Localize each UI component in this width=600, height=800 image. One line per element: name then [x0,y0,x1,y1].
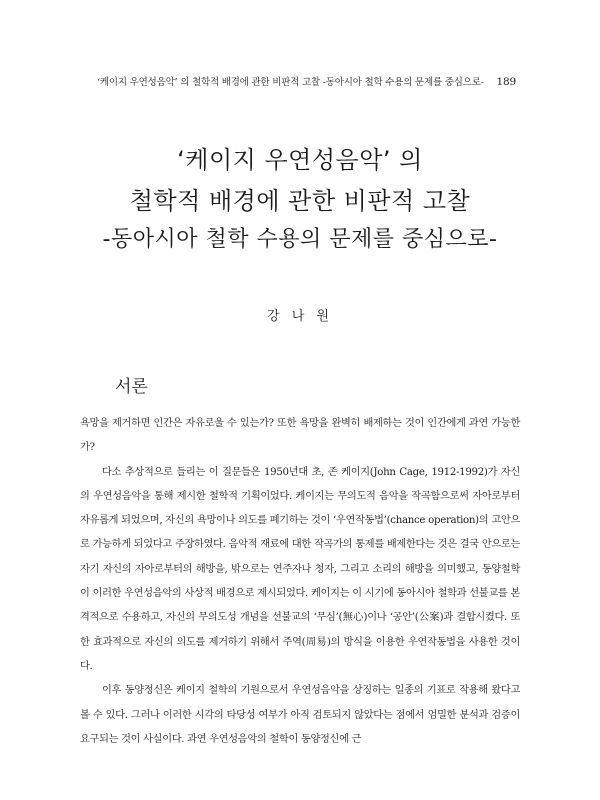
page-number: 189 [496,76,516,88]
title-block [0,140,600,258]
body-text [80,412,520,752]
running-header [97,74,516,88]
paragraph-3: 이후 동양정신은 케이지 철학의 기원으로서 우연성음악을 상징하는 일종의 기표로 작용해 왔다고 볼 수 있다. 그러나 이러한 시각의 타당성 여부가 아직 검토되지 않았다는 점에서 엄밀한 분석과 검증이 요구되는 것이 사실이다. 과연 우연성음악의 철학이 동양정신에 근 [80,685,520,745]
title-line-1: ‘케이지 우연성음악’ 의 [177,146,423,174]
paragraph-2: 다소 추상적으로 들리는 이 질문들은 1950년대 초, 존 케이지(John Cage, 1912-1992)가 자신의 우연성음악을 통해 제시한 철학적 기획이었다. 케이지는 무의도적 음악을 작곡함으로써 자아로부터 자유롭게 되었으며, 자신의 욕망이나 의도를 폐기하는 것이 ‘우연작동법’(chance operation)의 고안으로 가능하게 되었다고 주장하였다. 음악적 재료에 대한 작곡가의 통제를 배제한다는 것은 결국 안으로는 자기 자신의 자아로부터의 해방을, 밖으로는 연주자나 청자, 그리고 소리의 해방을 의미했고, 동양철학이 이러한 우연성음악의 사상적 배경으로 제시되었다. 케이지는 이 시기에 동아시아 철학과 선불교를 본격적으로 수용하고, 자신의 무의도성 개념을 선불교의 ‘무심’(無心)이나 ‘공안’(公案)과 결합시켰다. 또한 효과적으로 자신의 의도를 제거하기 위해서 주역(周易)의 방식을 이용한 우연작동법을 사용한 것이다. [80,466,520,672]
section-heading: 서론 [115,377,148,397]
running-title: ‘케이지 우연성음악’ 의 철학적 배경에 관한 비판적 고찰 -동아시아 철학 수용의 문제를 중심으로- [97,77,484,88]
title-line-2: 철학적 배경에 관한 비판적 고찰 [129,187,471,215]
paragraph-1: 욕망을 제거하면 인간은 자유로울 수 있는가? 또한 욕망을 완벽히 배제하는 것이 인간에게 과연 가능한가? [80,418,520,454]
subtitle: -동아시아 철학 수용의 문제를 중심으로- [102,227,498,252]
author: 강 나 원 [267,309,333,324]
